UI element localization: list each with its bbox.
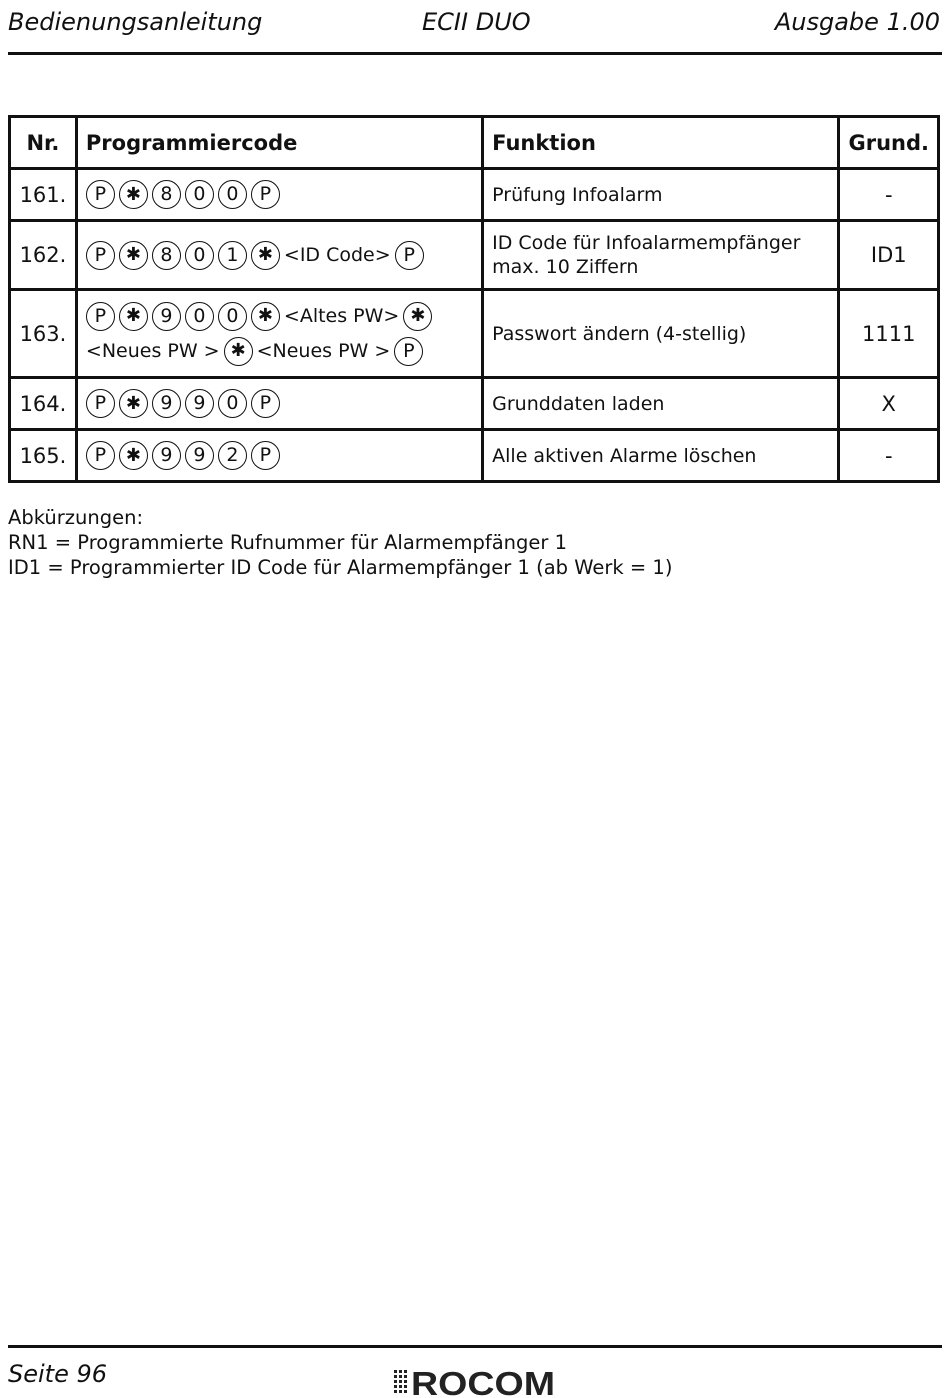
programming-code: [76, 169, 482, 221]
row-number: 163.: [10, 290, 77, 378]
function-description: [483, 169, 839, 221]
header-doc-title: Bedienungsanleitung: [8, 8, 263, 36]
digit-key-icon: 0: [218, 389, 247, 418]
function-text: max. 10 Ziffern: [492, 256, 639, 278]
digit-key-icon: 0: [185, 302, 214, 331]
column-header-code: Programmiercode: [76, 117, 482, 169]
programming-code: [76, 430, 482, 482]
logo-wordmark: ROCOM: [411, 1365, 555, 1398]
program-key-icon: P: [395, 241, 424, 270]
default-value: X: [839, 378, 939, 430]
digit-key-icon: 8: [152, 180, 181, 209]
table-row: [10, 378, 939, 430]
program-key-icon: P: [86, 389, 115, 418]
rocom-logo: [392, 1362, 557, 1398]
code-placeholder-text: <Neues PW >: [256, 340, 391, 362]
column-header-default: Grund.: [839, 117, 939, 169]
function-text: Prüfung Infoalarm: [492, 183, 663, 206]
header-edition: Ausgabe 1.00: [774, 8, 940, 36]
programming-code-table: [8, 115, 940, 483]
column-header-function: Funktion: [483, 117, 839, 169]
table-row: [10, 290, 939, 378]
star-key-icon: ✱: [251, 241, 280, 270]
default-value: 1111: [839, 290, 939, 378]
program-key-icon: P: [86, 241, 115, 270]
function-description: [483, 430, 839, 482]
logo-dot-grid: [394, 1370, 407, 1393]
function-description: [483, 290, 839, 378]
code-line: [86, 389, 473, 418]
program-key-icon: P: [251, 441, 280, 470]
star-key-icon: ✱: [251, 302, 280, 331]
code-placeholder-text: <Neues PW >: [85, 340, 220, 362]
table-body: [10, 169, 939, 482]
digit-key-icon: 0: [185, 180, 214, 209]
star-key-icon: ✱: [119, 180, 148, 209]
program-key-icon: P: [86, 180, 115, 209]
digit-key-icon: 9: [152, 302, 181, 331]
column-header-nr: Nr.: [10, 117, 77, 169]
code-line: [86, 337, 473, 366]
digit-key-icon: 2: [218, 441, 247, 470]
programming-code: [76, 290, 482, 378]
code-placeholder-text: <Altes PW>: [283, 305, 400, 327]
default-value: -: [839, 169, 939, 221]
table-header-row: [10, 117, 939, 169]
abbreviations-title: Abkürzungen:: [8, 506, 144, 529]
code-line: [86, 441, 473, 470]
header-divider: [8, 52, 942, 55]
abbreviation-line: RN1 = Programmierte Rufnummer für Alarmempfänger 1: [8, 531, 567, 554]
page-number: Seite 96: [8, 1360, 108, 1388]
function-description: [483, 378, 839, 430]
function-text: Passwort ändern (4-stellig): [492, 322, 747, 345]
digit-key-icon: 9: [185, 389, 214, 418]
function-description: [483, 221, 839, 290]
digit-key-icon: 0: [218, 302, 247, 331]
program-key-icon: P: [251, 180, 280, 209]
digit-key-icon: 0: [185, 241, 214, 270]
code-placeholder-text: <ID Code>: [283, 244, 391, 266]
code-line: [86, 241, 473, 270]
star-key-icon: ✱: [119, 302, 148, 331]
abbreviations-section: [8, 505, 672, 580]
code-line: [86, 302, 473, 331]
abbreviation-line: ID1 = Programmierter ID Code für Alarmempfänger 1 (ab Werk = 1): [8, 556, 673, 579]
star-key-icon: ✱: [403, 302, 432, 331]
function-text: ID Code für Infoalarmempfänger: [492, 232, 801, 254]
default-value: ID1: [839, 221, 939, 290]
table-row: [10, 169, 939, 221]
function-text: Alle aktiven Alarme löschen: [492, 444, 757, 467]
digit-key-icon: 1: [218, 241, 247, 270]
row-number: 161.: [10, 169, 77, 221]
header-product-name: ECII DUO: [422, 8, 531, 36]
digit-key-icon: 9: [152, 389, 181, 418]
row-number: 162.: [10, 221, 77, 290]
row-number: 165.: [10, 430, 77, 482]
digit-key-icon: 9: [185, 441, 214, 470]
programming-code: [76, 221, 482, 290]
digit-key-icon: 9: [152, 441, 181, 470]
footer-divider: [8, 1345, 942, 1348]
program-key-icon: P: [86, 441, 115, 470]
programming-code: [76, 378, 482, 430]
table-row: [10, 221, 939, 290]
row-number: 164.: [10, 378, 77, 430]
table-row: [10, 430, 939, 482]
function-text: Grunddaten laden: [492, 392, 665, 415]
star-key-icon: ✱: [119, 389, 148, 418]
star-key-icon: ✱: [224, 337, 253, 366]
code-line: [86, 180, 473, 209]
star-key-icon: ✱: [119, 441, 148, 470]
program-key-icon: P: [251, 389, 280, 418]
digit-key-icon: 8: [152, 241, 181, 270]
default-value: -: [839, 430, 939, 482]
star-key-icon: ✱: [119, 241, 148, 270]
program-key-icon: P: [86, 302, 115, 331]
digit-key-icon: 0: [218, 180, 247, 209]
program-key-icon: P: [394, 337, 423, 366]
